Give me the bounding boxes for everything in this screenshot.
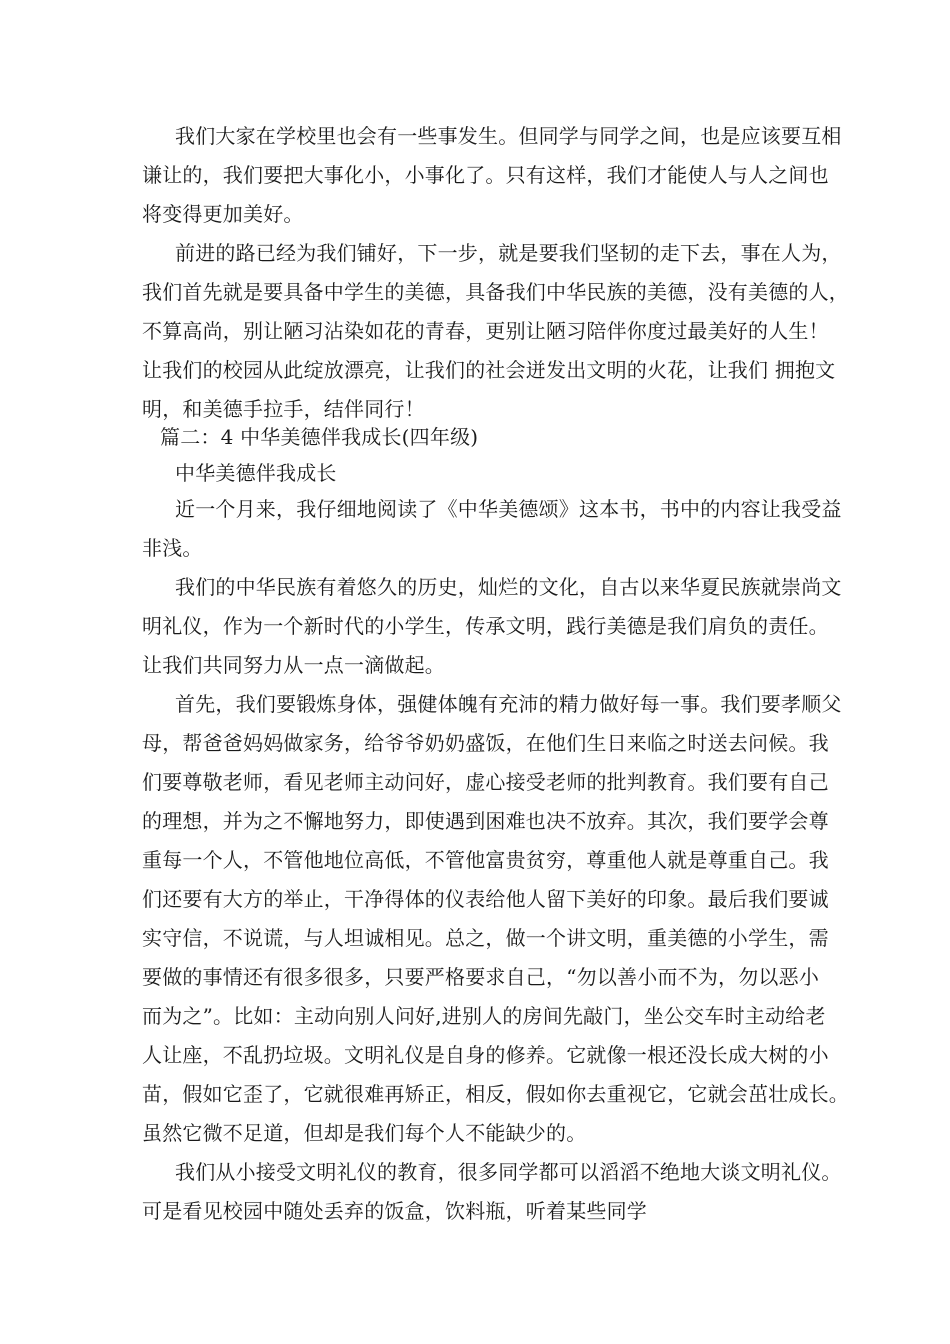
text-line: 不算高尚，别让陋习沾染如花的青春，更别让陋习陪伴你度过最美好的人生！ (142, 319, 829, 343)
article-title: 中华美德伴我成长 (175, 461, 337, 485)
text-line: 前进的路已经为我们铺好，下一步，就是要我们坚韧的走下去，事在人为， (175, 241, 842, 265)
text-line: 的理想，并为之不懈地努力，即使遇到困难也决不放弃。其次，我们要学会尊 (142, 809, 829, 833)
text-line: 非浅。 (142, 536, 203, 560)
text-line: 苗，假如它歪了，它就很难再矫正，相反，假如你去重视它，它就会茁壮成长。 (142, 1082, 849, 1106)
text-line: 让我们共同努力从一点一滴做起。 (142, 653, 445, 677)
text-line: 将变得更加美好。 (142, 202, 304, 226)
text-line: 明，和美德手拉手，结伴同行！ (142, 397, 425, 421)
text-line: 们还要有大方的举止，干净得体的仪表给他人留下美好的印象。最后我们要诚 (142, 887, 829, 911)
text-line: 虽然它微不足道，但却是我们每个人不能缺少的。 (142, 1121, 587, 1145)
text-line: 首先，我们要锻炼身体，强健体魄有充沛的精力做好每一事。我们要孝顺父 (175, 692, 842, 716)
text-line: 要做的事情还有很多很多，只要严格要求自己，“勿以善小而不为，勿以恶小 (142, 965, 820, 989)
text-line: 我们从小接受文明礼仪的教育，很多同学都可以滔滔不绝地大谈文明礼仪。 (175, 1160, 842, 1184)
text-line: 谦让的，我们要把大事化小，小事化了。只有这样，我们才能使人与人之间也 (142, 163, 829, 187)
text-line: 让我们的校园从此绽放漂亮，让我们的社会迸发出文明的火花，让我们 拥抱文 (142, 358, 836, 382)
text-line: 实守信，不说谎，与人坦诚相见。总之，做一个讲文明，重美德的小学生，需 (142, 926, 829, 950)
text-line: 近一个月来，我仔细地阅读了《中华美德颂》这本书，书中的内容让我受益 (175, 497, 842, 521)
text-line: 我们大家在学校里也会有一些事发生。但同学与同学之间，也是应该要互相 (175, 124, 842, 148)
text-line: 重每一个人，不管他地位高低，不管他富贵贫穷，尊重他人就是尊重自己。我 (142, 848, 829, 872)
text-line: 我们首先就是要具备中学生的美德，具备我们中华民族的美德，没有美德的人， (142, 280, 849, 304)
text-line: 母，帮爸爸妈妈做家务，给爷爷奶奶盛饭，在他们生日来临之时送去问候。我 (142, 731, 829, 755)
text-line: 可是看见校园中随处丢弃的饭盒，饮料瓶，听着某些同学 (142, 1199, 647, 1223)
text-line: 人让座，不乱扔垃圾。文明礼仪是自身的修养。它就像一根还没长成大树的小 (142, 1043, 829, 1067)
text-line: 我们的中华民族有着悠久的历史，灿烂的文化，自古以来华夏民族就崇尚文 (175, 575, 842, 599)
section-heading: 篇二：4 中华美德伴我成长(四年级) (160, 425, 479, 449)
text-line: 们要尊敬老师，看见老师主动问好，虚心接受老师的批判教育。我们要有自己 (142, 770, 829, 794)
text-line: 明礼仪，作为一个新时代的小学生，传承文明，践行美德是我们肩负的责任。 (142, 614, 829, 638)
text-line: 而为之”。比如：主动向别人问好,进别人的房间先敲门，坐公交车时主动给老 (142, 1004, 826, 1028)
